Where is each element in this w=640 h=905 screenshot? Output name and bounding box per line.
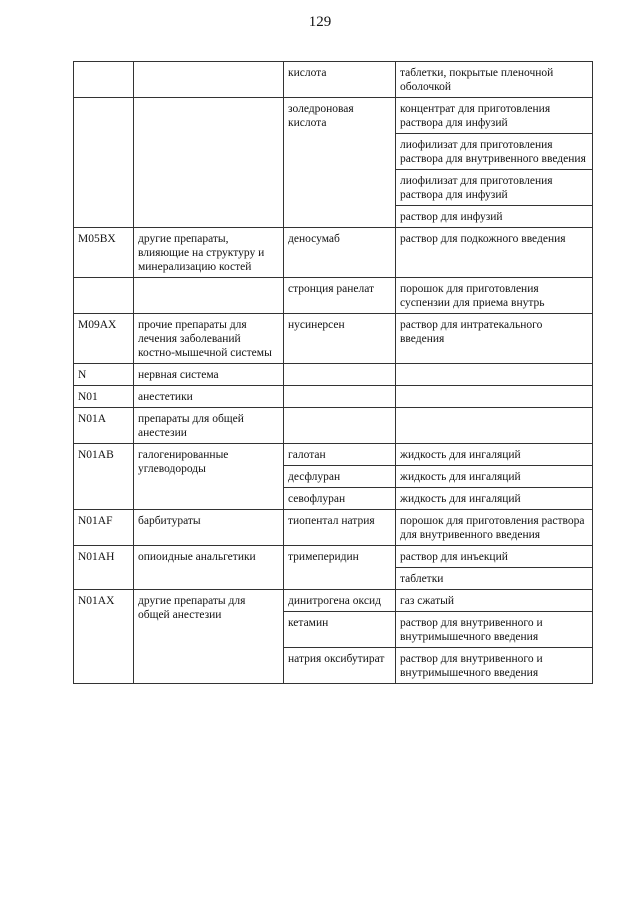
atc-code-cell: N01 — [74, 386, 134, 408]
dosage-form-cell: порошок для приготовления суспензии для приема внутрь — [396, 278, 593, 314]
inn-cell: севофлуран — [284, 488, 396, 510]
group-cell: препараты для общей анестезии — [134, 408, 284, 444]
dosage-form-cell — [396, 386, 593, 408]
atc-code-cell — [74, 98, 134, 228]
inn-cell: динитрогена оксид — [284, 590, 396, 612]
dosage-form-cell: раствор для подкожного введения — [396, 228, 593, 278]
dosage-form-cell: раствор для внутривенного и внутримышечного введения — [396, 612, 593, 648]
dosage-form-cell: жидкость для ингаляций — [396, 466, 593, 488]
group-cell: другие препараты, влияющие на структуру и минерализацию костей — [134, 228, 284, 278]
inn-cell: галотан — [284, 444, 396, 466]
group-cell: анестетики — [134, 386, 284, 408]
atc-code-cell: M09AX — [74, 314, 134, 364]
dosage-form-cell: жидкость для ингаляций — [396, 444, 593, 466]
drug-table — [73, 61, 593, 684]
inn-cell: золедроновая кислота — [284, 98, 396, 228]
page-number: 129 — [308, 14, 332, 30]
inn-cell — [284, 386, 396, 408]
dosage-form-cell: таблетки, покрытые пленочной оболочкой — [396, 62, 593, 98]
inn-cell: тримеперидин — [284, 546, 396, 590]
inn-cell: тиопентал натрия — [284, 510, 396, 546]
inn-cell: деносумаб — [284, 228, 396, 278]
atc-code-cell — [74, 278, 134, 314]
inn-cell: натрия оксибутират — [284, 648, 396, 684]
atc-code-cell: N01AB — [74, 444, 134, 510]
atc-code-cell: N01AF — [74, 510, 134, 546]
group-cell: опиоидные анальгетики — [134, 546, 284, 590]
table-row — [74, 510, 593, 546]
table-row — [74, 546, 593, 568]
atc-code-cell: N01A — [74, 408, 134, 444]
dosage-form-cell: таблетки — [396, 568, 593, 590]
table-row — [74, 62, 593, 98]
inn-cell — [284, 364, 396, 386]
dosage-form-cell: раствор для интратекального введения — [396, 314, 593, 364]
inn-cell: нусинерсен — [284, 314, 396, 364]
group-cell: барбитураты — [134, 510, 284, 546]
inn-cell: стронция ранелат — [284, 278, 396, 314]
group-cell: галогенированные углеводороды — [134, 444, 284, 510]
dosage-form-cell: раствор для инфузий — [396, 206, 593, 228]
table-row — [74, 278, 593, 314]
inn-cell: кетамин — [284, 612, 396, 648]
dosage-form-cell — [396, 364, 593, 386]
group-cell: прочие препараты для лечения заболеваний костно-мышечной системы — [134, 314, 284, 364]
dosage-form-cell: порошок для приготовления раствора для внутривенного введения — [396, 510, 593, 546]
table-row — [74, 590, 593, 612]
table-row — [74, 228, 593, 278]
group-cell — [134, 98, 284, 228]
dosage-form-cell: лиофилизат для приготовления раствора для инфузий — [396, 170, 593, 206]
inn-cell: кислота — [284, 62, 396, 98]
dosage-form-cell: лиофилизат для приготовления раствора для внутривенного введения — [396, 134, 593, 170]
inn-cell: десфлуран — [284, 466, 396, 488]
group-cell — [134, 278, 284, 314]
inn-cell — [284, 408, 396, 444]
atc-code-cell: N01AH — [74, 546, 134, 590]
table-row — [74, 386, 593, 408]
group-cell: нервная система — [134, 364, 284, 386]
dosage-form-cell: раствор для внутривенного и внутримышечного введения — [396, 648, 593, 684]
dosage-form-cell: жидкость для ингаляций — [396, 488, 593, 510]
group-cell: другие препараты для общей анестезии — [134, 590, 284, 684]
dosage-form-cell — [396, 408, 593, 444]
table-row — [74, 408, 593, 444]
table-row — [74, 444, 593, 466]
dosage-form-cell: раствор для инъекций — [396, 546, 593, 568]
dosage-form-cell: газ сжатый — [396, 590, 593, 612]
atc-code-cell: N01AX — [74, 590, 134, 684]
atc-code-cell: M05BX — [74, 228, 134, 278]
table-row — [74, 314, 593, 364]
dosage-form-cell: концентрат для приготовления раствора для инфузий — [396, 98, 593, 134]
group-cell — [134, 62, 284, 98]
atc-code-cell: N — [74, 364, 134, 386]
table-row — [74, 98, 593, 134]
table-row — [74, 364, 593, 386]
atc-code-cell — [74, 62, 134, 98]
